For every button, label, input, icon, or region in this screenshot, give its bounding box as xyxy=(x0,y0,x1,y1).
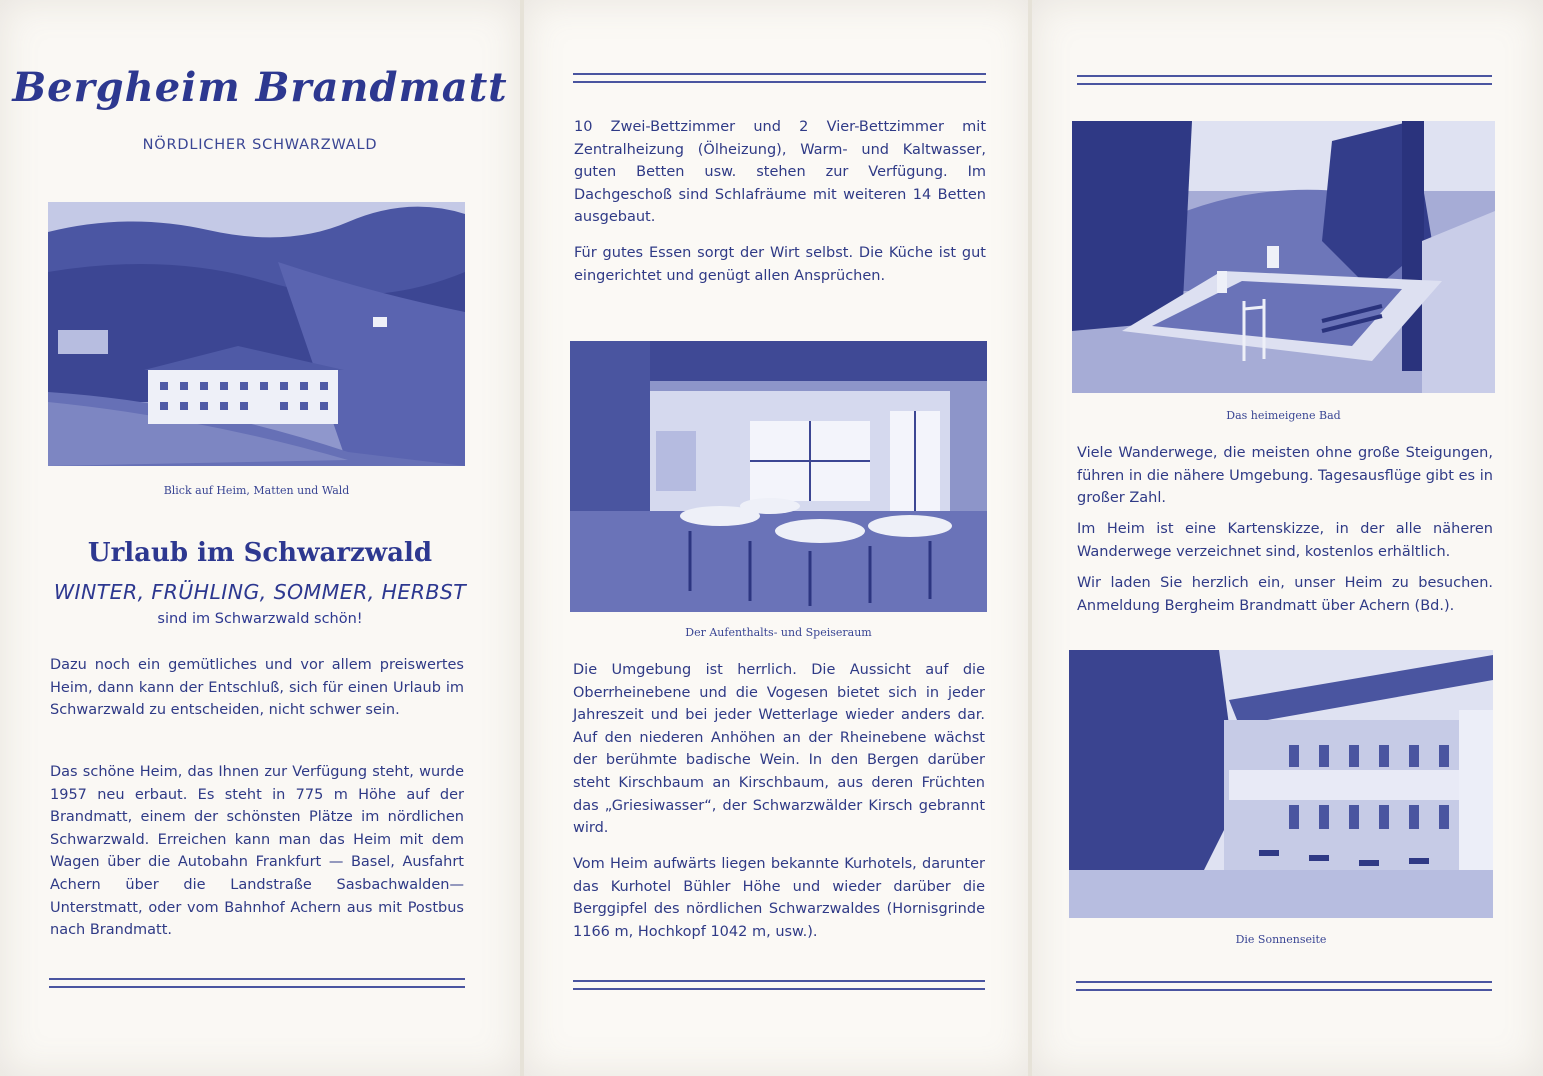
paragraph: Für gutes Essen sorgt der Wirt selbst. Die Küche ist gut eingerichtet und genügt allen Ansprüchen. xyxy=(574,245,986,284)
section-heading: Urlaub im Schwarzwald xyxy=(87,538,433,568)
photo-heimeigenes-bad xyxy=(1072,121,1495,393)
double-rule xyxy=(1077,75,1492,85)
paragraph: Vom Heim aufwärts liegen bekannte Kurhotels, darunter das Kurhotel Bühler Höhe und wieder darüber die Berggipfel des nördlichen Schwarzwaldes (Hornisgrinde 1166 m, Hochkopf 1042 m, usw.). xyxy=(573,856,985,940)
seasons-subline: sind im Schwarzwald schön! xyxy=(157,611,363,627)
double-rule xyxy=(573,980,985,990)
paragraph: Wir laden Sie herzlich ein, unser Heim zu besuchen. Anmeldung Bergheim Brandmatt über Achern (Bd.). xyxy=(1077,575,1493,614)
paragraph: Im Heim ist eine Kartenskizze, in der alle näheren Wanderwege verzeichnet sind, kostenlos erhältlich. xyxy=(1077,521,1493,560)
paragraph: 10 Zwei-Bettzimmer und 2 Vier-Bettzimmer mit Zentralheizung (Ölheizung), Warm- und Kaltwasser, guten Betten usw. stehen zur Verfügung. Im Dachgeschoß sind Schlafräume mit weiteren 14 Betten ausgebaut. xyxy=(574,119,986,226)
photo-caption: Blick auf Heim, Matten und Wald xyxy=(163,484,350,497)
paragraph: Dazu noch ein gemütliches und vor allem preiswertes Heim, dann kann der Entschluß, sich für einen Urlaub im Schwarzwald zu entscheiden, nicht schwer sein. xyxy=(50,657,464,719)
photo-caption: Das heimeigene Bad xyxy=(1226,409,1341,422)
paragraph: Viele Wanderwege, die meisten ohne große Steigungen, führen in die nähere Umgebung. Tagesausflüge gibt es in großer Zahl. xyxy=(1077,445,1493,507)
brochure-panel-right xyxy=(1032,0,1543,1076)
photo-sonnenseite xyxy=(1069,650,1493,918)
double-rule xyxy=(573,73,986,83)
brochure-panel-middle xyxy=(524,0,1030,1076)
photo-aufenthaltsraum xyxy=(570,341,987,612)
seasons-line: WINTER, FRÜHLING, SOMMER, HERBST xyxy=(53,580,467,604)
brochure-panel-left xyxy=(0,0,520,1076)
paragraph: Die Umgebung ist herrlich. Die Aussicht auf die Oberrheinebene und die Vogesen bietet sich in jeder Jahreszeit und bei jeder Wetterlage wieder anders dar. Auf den niederen Anhöhen an der Rheinebene wächst der berühmte badische Wein. In den Bergen darüber steht Kirschbaum an Kirschbaum, aus deren Früchten das „Griesiwasser“, der Schwarzwälder Kirsch gebrannt wird. xyxy=(573,662,985,837)
double-rule xyxy=(49,978,465,988)
photo-heim-matten-wald xyxy=(48,202,465,466)
paragraph: Das schöne Heim, das Ihnen zur Verfügung steht, wurde 1957 neu erbaut. Es steht in 775 m Höhe auf der Brandmatt, einem der schönsten Plätze im nördlichen Schwarzwald. Erreichen kann man das Heim mit dem Wagen über die Autobahn Frankfurt — Basel, Ausfahrt Achern über die Landstraße Sasbachwalden—Unterstmatt, oder vom Bahnhof Achern aus mit Postbus nach Brandmatt. xyxy=(50,764,464,939)
brochure-title: Bergheim Brandmatt xyxy=(12,64,508,111)
brochure-subtitle: NÖRDLICHER SCHWARZWALD xyxy=(142,137,378,153)
photo-caption: Die Sonnenseite xyxy=(1235,933,1327,946)
photo-caption: Der Aufenthalts- und Speiseraum xyxy=(685,626,872,639)
double-rule xyxy=(1076,981,1492,991)
